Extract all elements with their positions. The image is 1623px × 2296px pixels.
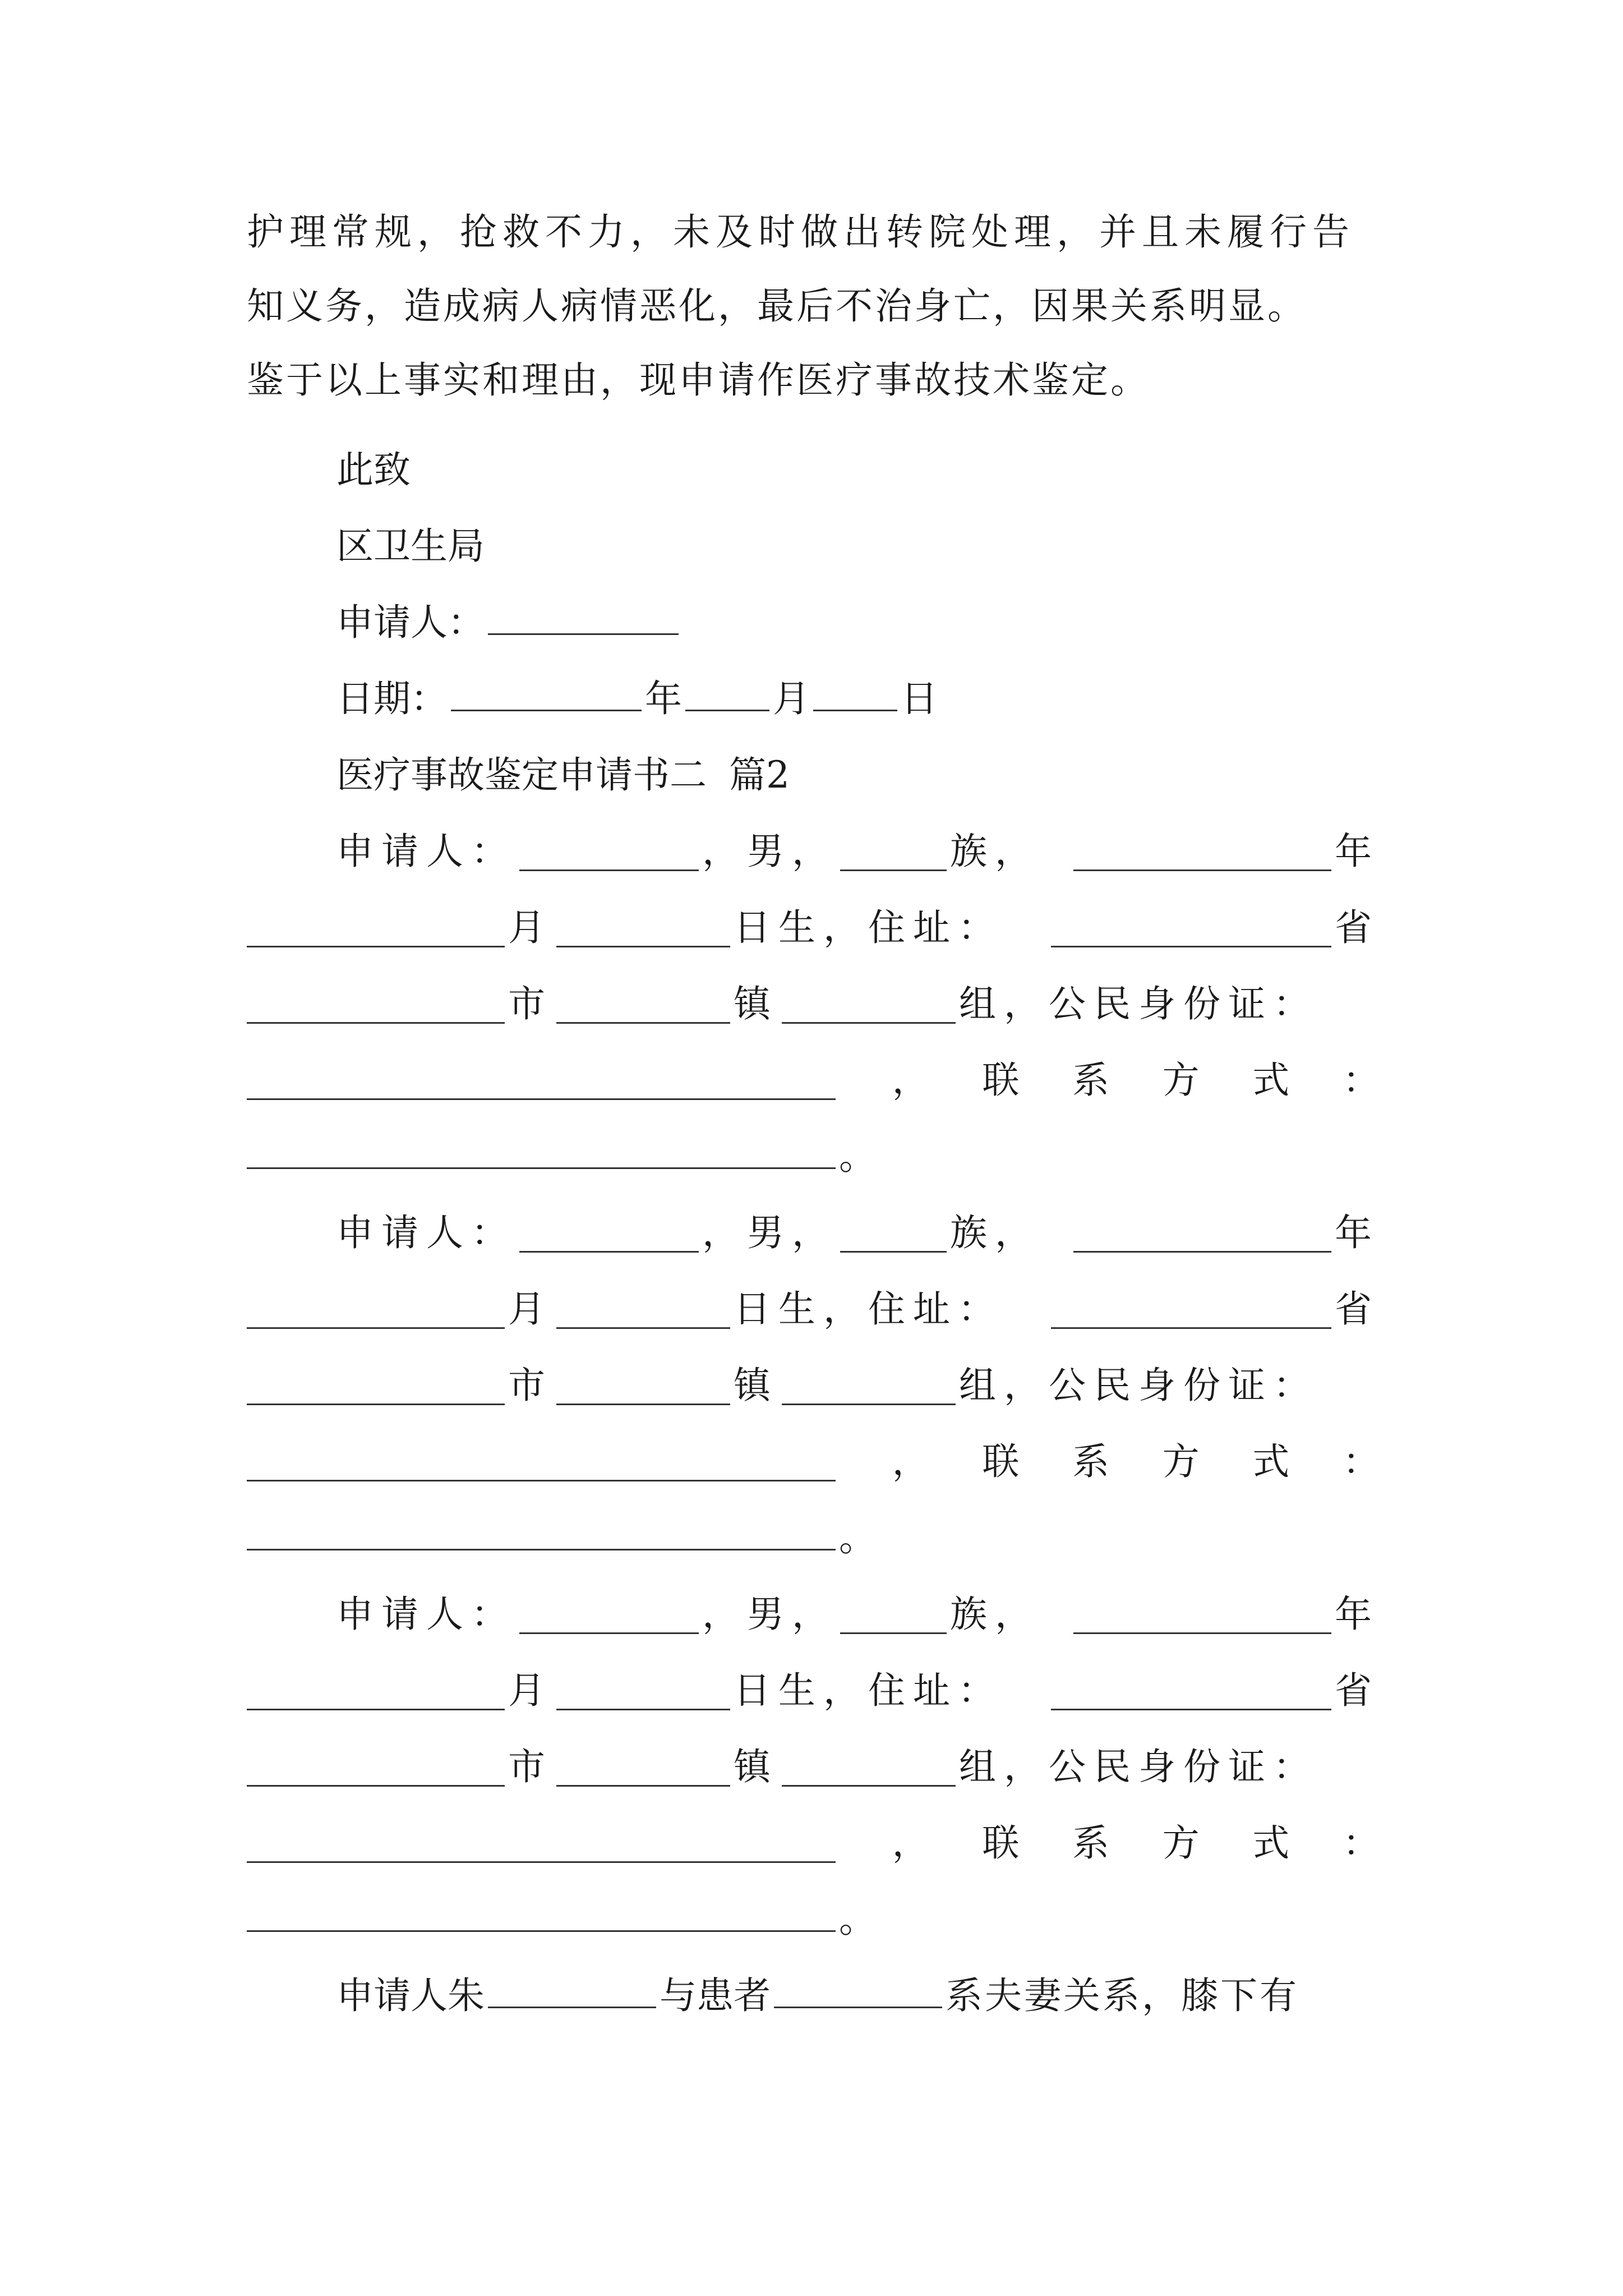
group-id-text: 组，公民身份证： — [959, 1364, 1318, 1407]
applicant-blank[interactable] — [488, 596, 679, 635]
comma: ， — [702, 830, 747, 873]
ethnic-blank[interactable] — [840, 1595, 947, 1634]
comma: ， — [702, 1211, 747, 1254]
day-blank[interactable] — [813, 673, 897, 711]
applicant-block-3-line-1 — [336, 1576, 1380, 1653]
group-blank[interactable] — [782, 985, 956, 1024]
city-blank[interactable] — [247, 1366, 505, 1405]
applicant-block-2-line-2 — [247, 1271, 1380, 1347]
contact-char: 系 — [1072, 1821, 1109, 1865]
contact-char: 联 — [982, 1440, 1020, 1483]
period: 。 — [839, 1898, 876, 1941]
applicant-label: 申请人： — [336, 830, 516, 873]
town-blank[interactable] — [556, 1366, 730, 1405]
group-id-text: 组，公民身份证： — [959, 982, 1318, 1025]
year-text: 年 — [1335, 1211, 1380, 1254]
paragraph-line-1 — [247, 194, 1380, 270]
year-text: 年 — [645, 677, 682, 720]
birth-year-blank[interactable] — [1073, 1595, 1331, 1634]
year-blank[interactable] — [451, 673, 642, 711]
contact-blank[interactable] — [247, 1893, 836, 1932]
day-text: 日 — [901, 677, 938, 720]
contact-char: 方 — [1162, 1440, 1200, 1483]
applicant-block-1-line-3 — [247, 966, 1380, 1042]
month-blank[interactable] — [685, 673, 769, 711]
section-suffix-text: 篇2 — [729, 753, 790, 797]
name-blank[interactable] — [519, 1214, 699, 1253]
applicant-name-blank[interactable] — [488, 1970, 656, 2008]
birth-year-blank[interactable] — [1073, 1214, 1331, 1253]
contact-char: 方 — [1162, 1821, 1200, 1865]
paragraph-line-2 — [247, 268, 1380, 344]
month-text: 月 — [508, 1669, 553, 1712]
contact-char: 式 — [1252, 1059, 1290, 1102]
section-title — [336, 737, 1380, 813]
recipient-text: 区卫生局 — [336, 524, 485, 568]
town-blank[interactable] — [556, 1748, 730, 1787]
birth-day-blank[interactable] — [556, 909, 730, 947]
applicant-block-2-line-1 — [336, 1195, 1380, 1271]
applicant-label: 申请人： — [336, 1211, 516, 1254]
period: 。 — [839, 1135, 876, 1178]
year-text: 年 — [1335, 830, 1380, 873]
group-id-text: 组，公民身份证： — [959, 1745, 1318, 1788]
town-text: 镇 — [734, 1745, 778, 1788]
relationship-text-1: 申请人朱 — [336, 1974, 485, 2017]
ethnic-blank[interactable] — [840, 832, 947, 871]
relationship-line — [336, 1958, 1380, 2034]
month-text: 月 — [508, 1287, 553, 1331]
contact-char: 式 — [1252, 1440, 1290, 1483]
contact-char: ， — [892, 1821, 929, 1865]
applicant-label: 申请人： — [336, 1593, 516, 1636]
text-line: 知义务，造成病人病情恶化，最后不治身亡，因果关系明显。 — [247, 284, 1307, 328]
province-text: 省 — [1335, 906, 1380, 949]
birth-address-text: 日生，住址： — [734, 1287, 1003, 1331]
birth-month-blank[interactable] — [247, 1290, 505, 1329]
paragraph-line-3 — [247, 342, 1380, 418]
applicant-block-3-line-2 — [247, 1653, 1380, 1729]
applicant-signature-line — [336, 585, 1380, 661]
group-blank[interactable] — [782, 1366, 956, 1405]
salutation — [336, 432, 1380, 508]
applicant-block-1-line-5 — [247, 1119, 1380, 1195]
ethnic-text: 族， — [950, 1211, 1040, 1254]
province-text: 省 — [1335, 1669, 1380, 1712]
applicant-block-1-line-1 — [336, 813, 1380, 890]
province-blank[interactable] — [1051, 1290, 1331, 1329]
town-text: 镇 — [734, 1364, 778, 1407]
applicant-block-2-line-5 — [247, 1500, 1380, 1576]
city-blank[interactable] — [247, 985, 505, 1024]
gender-text: 男， — [747, 1211, 837, 1254]
applicant-block-2-line-4 — [247, 1424, 1380, 1500]
contact-char: 联 — [982, 1821, 1020, 1865]
province-text: 省 — [1335, 1287, 1380, 1331]
gender-text: 男， — [747, 830, 837, 873]
contact-char: 联 — [982, 1059, 1020, 1102]
contact-blank[interactable] — [247, 1130, 836, 1169]
section-title-text: 医疗事故鉴定申请书二 — [336, 753, 707, 797]
contact-char: ： — [1342, 1821, 1380, 1865]
applicant-block-3-line-5 — [247, 1881, 1380, 1958]
applicant-block-2-line-3 — [247, 1347, 1380, 1424]
ethnic-text: 族， — [950, 1593, 1040, 1636]
id-number-blank[interactable] — [247, 1824, 836, 1863]
gender-text: 男， — [747, 1593, 837, 1636]
contact-blank[interactable] — [247, 1512, 836, 1550]
contact-char: 系 — [1072, 1059, 1109, 1102]
town-blank[interactable] — [556, 985, 730, 1024]
city-blank[interactable] — [247, 1748, 505, 1787]
text-line: 鉴于以上事实和理由，现申请作医疗事故技术鉴定。 — [247, 358, 1150, 402]
contact-char: ： — [1342, 1059, 1380, 1102]
id-number-blank[interactable] — [247, 1443, 836, 1481]
text-line: 护理常规，抢救不力，未及时做出转院处理，并且未履行告 — [247, 210, 1355, 254]
city-text: 市 — [508, 1745, 553, 1788]
group-blank[interactable] — [782, 1748, 956, 1787]
month-text: 月 — [773, 677, 810, 720]
contact-char: 方 — [1162, 1059, 1200, 1102]
birth-day-blank[interactable] — [556, 1672, 730, 1710]
patient-name-blank[interactable] — [774, 1970, 942, 2008]
applicant-block-1-line-4 — [247, 1042, 1380, 1119]
town-text: 镇 — [734, 982, 778, 1025]
contact-char: 式 — [1252, 1821, 1290, 1865]
birth-year-blank[interactable] — [1073, 832, 1331, 871]
contact-char: ： — [1342, 1440, 1380, 1483]
birth-month-blank[interactable] — [247, 909, 505, 947]
year-text: 年 — [1335, 1593, 1380, 1636]
date-label: 日期： — [336, 677, 448, 720]
ethnic-text: 族， — [950, 830, 1040, 873]
city-text: 市 — [508, 1364, 553, 1407]
month-text: 月 — [508, 906, 553, 949]
salutation-text: 此致 — [336, 448, 411, 491]
applicant-label: 申请人： — [336, 601, 485, 644]
city-text: 市 — [508, 982, 553, 1025]
province-blank[interactable] — [1051, 909, 1331, 947]
contact-char: 系 — [1072, 1440, 1109, 1483]
birth-day-blank[interactable] — [556, 1290, 730, 1329]
birth-address-text: 日生，住址： — [734, 906, 1003, 949]
contact-char: ， — [892, 1059, 929, 1102]
province-blank[interactable] — [1051, 1672, 1331, 1710]
birth-address-text: 日生，住址： — [734, 1669, 1003, 1712]
date-line — [336, 661, 1380, 737]
recipient — [336, 508, 1380, 585]
contact-char: ， — [892, 1440, 929, 1483]
relationship-text-3: 系夫妻关系，膝下有 — [946, 1974, 1299, 2017]
name-blank[interactable] — [519, 1595, 699, 1634]
comma: ， — [702, 1593, 747, 1636]
name-blank[interactable] — [519, 832, 699, 871]
applicant-block-1-line-2 — [247, 890, 1380, 966]
applicant-block-3-line-3 — [247, 1729, 1380, 1805]
period: 。 — [839, 1516, 876, 1559]
applicant-block-3-line-4 — [247, 1805, 1380, 1881]
id-number-blank[interactable] — [247, 1061, 836, 1100]
ethnic-blank[interactable] — [840, 1214, 947, 1253]
relationship-text-2: 与患者 — [660, 1974, 771, 2017]
birth-month-blank[interactable] — [247, 1672, 505, 1710]
